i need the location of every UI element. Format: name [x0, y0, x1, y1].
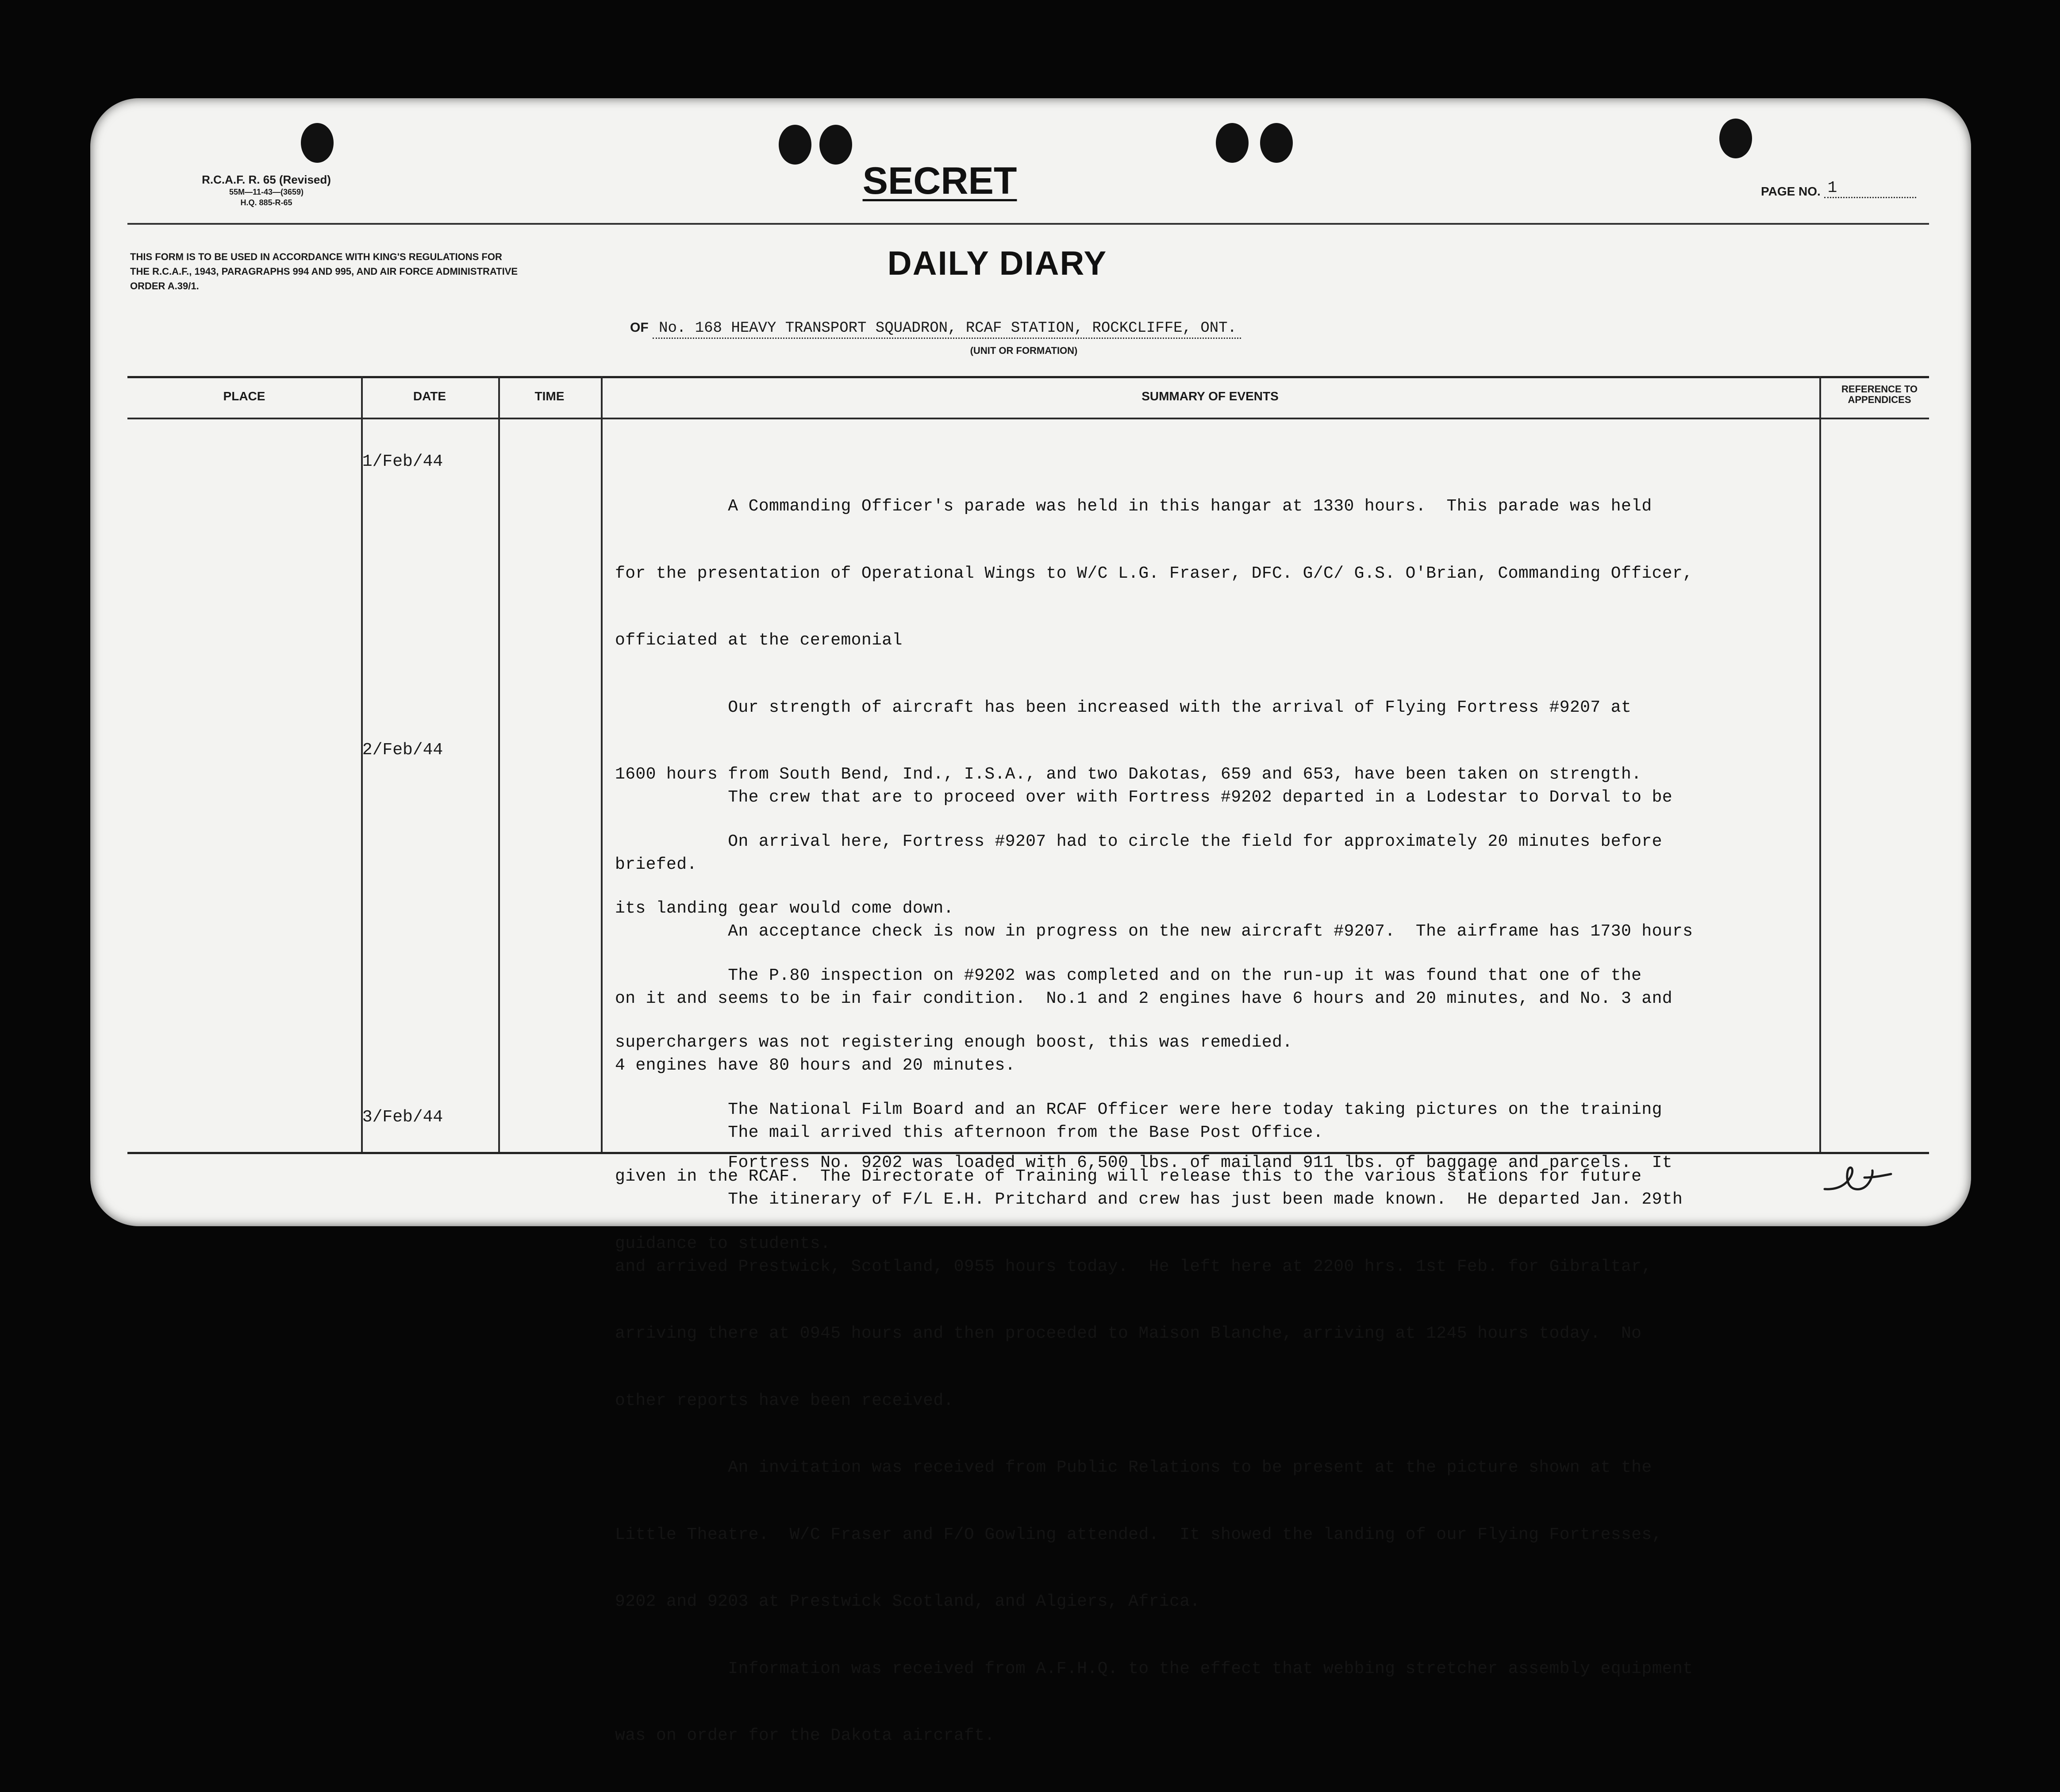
punch-hole: [301, 123, 334, 163]
header-rule: [127, 223, 1929, 225]
punch-hole: [1216, 123, 1249, 163]
summary-line: officiated at the ceremonial: [615, 631, 903, 650]
summary-line: given in the RCAF. The Directorate of Training will release this to the various stations for future: [615, 1167, 1642, 1186]
punch-hole: [1719, 119, 1752, 158]
column-header-place: PLACE: [223, 389, 265, 403]
form-reference: H.Q. 885-R-65: [240, 198, 292, 207]
unit-line: [630, 318, 1471, 337]
table-top-rule: [127, 376, 1929, 378]
summary-line: briefed.: [615, 855, 697, 874]
summary-line: Information was received from A.F.H.Q. to the effect that webbing stretcher assembly equipment: [615, 1659, 1693, 1678]
page-title: DAILY DIARY: [887, 245, 1107, 282]
summary-line: The National Film Board and an RCAF Officer were here today taking pictures on the training: [615, 1100, 1662, 1119]
summary-line: arriving there at 0945 hours and then proceeded to Maison Blanche, arriving at 1245 hours today. No: [615, 1324, 1642, 1343]
unit-caption: (UNIT OR FORMATION): [970, 345, 1078, 356]
column-divider: [601, 376, 603, 1152]
summary-line: An acceptance check is now in progress on the new aircraft #9207. The airframe has 1730 hours: [615, 922, 1693, 941]
page-number-value: 1: [1824, 179, 1916, 198]
form-instruction: THIS FORM IS TO BE USED IN ACCORDANCE WITH KING'S REGULATIONS FOR THE R.C.A.F., 1943, PARAGRAPHS 994 AND 995, AND AIR FORCE ADMINISTRATIVE ORDER A.39/1.: [130, 251, 518, 292]
summary-line: An invitation was received from Public Relations to be present at the picture shown at the: [615, 1458, 1652, 1477]
summary-line: On arrival here, Fortress #9207 had to circle the field for approximately 20 minutes before: [615, 832, 1662, 851]
entry-summary: [615, 742, 1836, 1792]
punch-hole: [819, 125, 852, 165]
summary-line: Our strength of aircraft has been increased with the arrival of Flying Fortress #9207 at: [615, 698, 1632, 717]
form-code: 55M—11-43—(3659): [229, 188, 304, 196]
summary-line: 1600 hours from South Bend, Ind., I.S.A., and two Dakotas, 659 and 653, have been taken on strength.: [615, 765, 1642, 784]
summary-line: 4 engines have 80 hours and 20 minutes.: [615, 1056, 1015, 1075]
column-header-summary: SUMMARY OF EVENTS: [1141, 389, 1279, 403]
form-number-label: R.C.A.F. R. 65 (Revised): [202, 173, 331, 186]
summary-line: 9202 and 9203 at Prestwick Scotland, and Algiers, Africa.: [615, 1592, 1200, 1611]
classification-heading: SECRET: [862, 160, 1017, 202]
punch-hole: [779, 125, 811, 165]
page-number: [1761, 179, 1929, 202]
entry-date: 2/Feb/44: [362, 741, 443, 760]
unit-value: No. 168 HEAVY TRANSPORT SQUADRON, RCAF STATION, ROCKCLIFFE, ONT.: [653, 320, 1241, 339]
punch-hole: [1260, 123, 1293, 163]
summary-line: The mail arrived this afternoon from the Base Post Office.: [615, 1123, 1324, 1142]
entry-date: 1/Feb/44: [362, 452, 443, 471]
summary-line: The P.80 inspection on #9202 was completed and on the run-up it was found that one of the: [615, 966, 1642, 985]
summary-line: Fortress No. 9202 was loaded with 6,500 lbs. of mailand 911 lbs. of baggage and parcels. It: [615, 1153, 1672, 1172]
summary-line: superchargers was not registering enough boost, this was remedied.: [615, 1033, 1293, 1052]
summary-line: other reports have been received.: [615, 1391, 954, 1410]
summary-line: and arrived Prestwick, Scotland, 0955 hours today. He left here at 2200 hrs. 1st Feb. for Gibraltar,: [615, 1257, 1652, 1276]
handwritten-initials: [1820, 1158, 1909, 1198]
summary-line: The crew that are to proceed over with Fortress #9202 departed in a Lodestar to Dorval to be: [615, 788, 1672, 807]
summary-line: for the presentation of Operational Wings to W/C L.G. Fraser, DFC. G/C/ G.S. O'Brian, Commanding Officer,: [615, 564, 1693, 583]
page-number-label: PAGE NO.: [1761, 184, 1821, 198]
entry-summary: [615, 1107, 1836, 1219]
unit-of-label: OF: [630, 320, 649, 335]
column-header-date: DATE: [413, 389, 446, 403]
summary-line: A Commanding Officer's parade was held in this hangar at 1330 hours. This parade was held: [615, 497, 1652, 516]
diary-form-sheet: [90, 98, 1971, 1745]
summary-line: guidance to students.: [615, 1234, 831, 1253]
summary-line: The itinerary of F/L E.H. Pritchard and crew has just been made known. He departed Jan. 29th: [615, 1190, 1683, 1209]
column-divider: [498, 376, 500, 1152]
summary-line: was on order for the Dakota aircraft.: [615, 1726, 995, 1745]
column-header-time: TIME: [534, 389, 565, 403]
column-divider: [361, 376, 363, 1152]
column-header-appendices: REFERENCE TO APPENDICES: [1841, 384, 1918, 405]
entry-date: 3/Feb/44: [362, 1108, 443, 1127]
summary-line: Little Theatre. W/C Fraser and F/O Gowling attended. It showed the landing of our Flying Fortresses,: [615, 1525, 1662, 1544]
form-number: [142, 173, 390, 208]
summary-line: on it and seems to be in fair condition. No.1 and 2 engines have 6 hours and 20 minutes, and No. 3 and: [615, 989, 1672, 1008]
table-header-rule: [127, 418, 1929, 419]
summary-line: its landing gear would come down.: [615, 899, 954, 918]
